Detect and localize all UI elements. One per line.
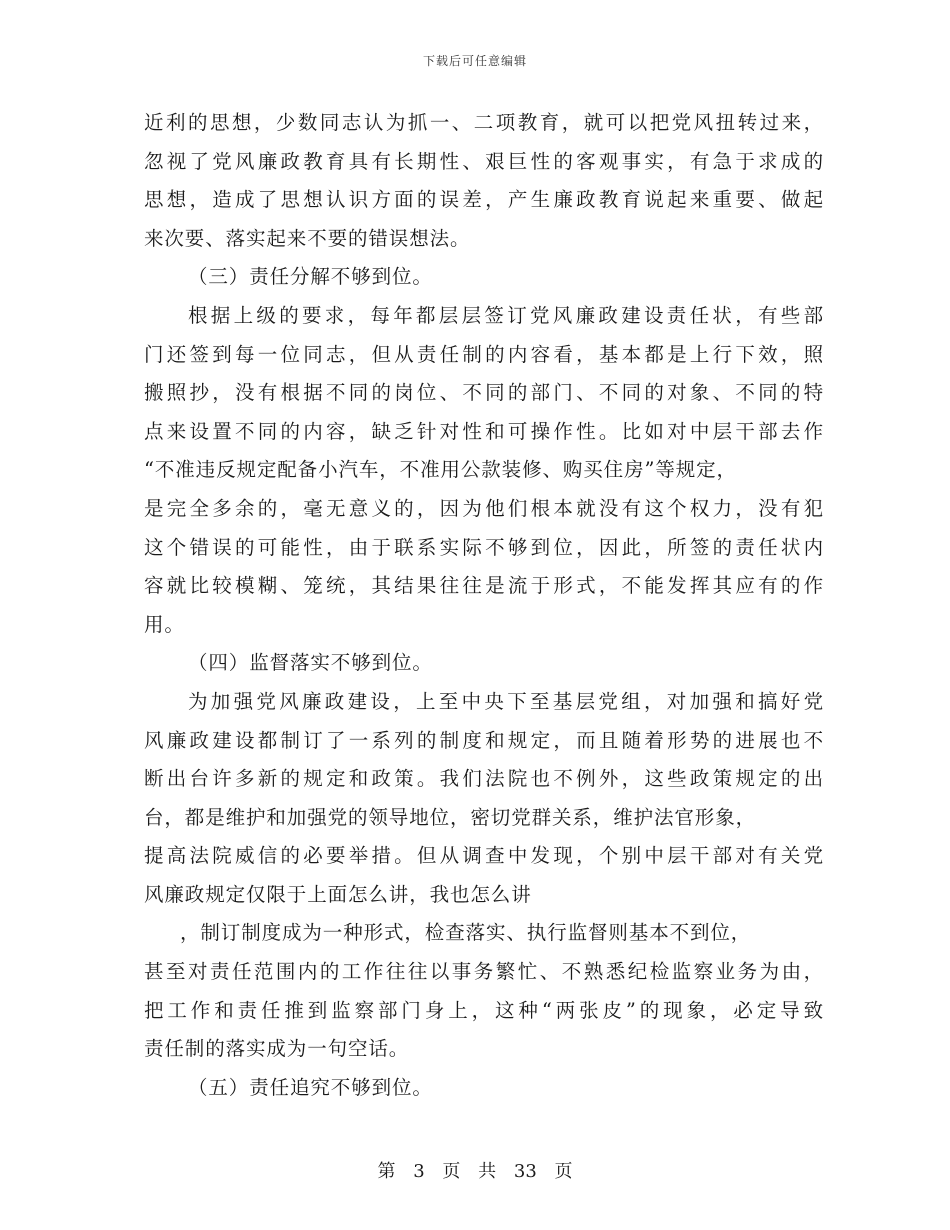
text-line: “不准违反规定配备小汽车，不准用公款装修、购买住房”等规定， [144, 458, 737, 482]
text-line: 提高法院威信的必要举措。但从调查中发现，个别中层干部对有关党 [144, 844, 824, 868]
text-line: 风廉政建设都制订了一系列的制度和规定，而且随着形势的进展也不 [144, 728, 824, 752]
text-line: 思想，造成了思想认识方面的误差，产生廉政教育说起来重要、做起 [144, 188, 824, 212]
text-line: ，制订制度成为一种形式，检查落实、执行监督则基本不到位， [180, 921, 752, 945]
document-body [144, 104, 824, 1107]
text-line: 容就比较模糊、笼统，其结果往往是流于形式，不能发挥其应有的作 [144, 574, 824, 598]
page-header: 下载后可任意编辑 [422, 54, 527, 68]
text-line: 是完全多余的，毫无意义的，因为他们根本就没有这个权力，没有犯 [144, 496, 824, 520]
page-footer [0, 1157, 950, 1183]
footer-prefix: 第 [377, 1161, 396, 1182]
text-line: 把工作和责任推到监察部门身上，这种“两张皮”的现象，必定导致 [144, 998, 824, 1022]
text-line: 为加强党风廉政建设，上至中央下至基层党组，对加强和搞好党 [188, 689, 824, 713]
footer-suffix: 页 [554, 1161, 573, 1182]
footer-total-word: 共 [478, 1161, 497, 1182]
text-line: （四）监督落实不够到位。 [188, 651, 433, 675]
text-line: 来次要、落实起来不要的错误想法。 [144, 226, 471, 250]
text-line: （五）责任追究不够到位。 [188, 1075, 433, 1099]
text-line: 门还签到每一位同志，但从责任制的内容看，基本都是上行下效，照 [144, 342, 824, 366]
footer-current-page: 3 [413, 1161, 425, 1182]
footer-page-word: 页 [442, 1161, 461, 1182]
text-line: 责任制的落实成为一句空话。 [144, 1037, 410, 1061]
text-line: 用。 [144, 612, 185, 636]
text-line: （三）责任分解不够到位。 [188, 265, 433, 289]
text-line: 点来设置不同的内容，缺乏针对性和可操作性。比如对中层干部去作 [144, 419, 824, 443]
text-line: 近利的思想，少数同志认为抓一、二项教育，就可以把党风扭转过来， [144, 111, 824, 134]
footer-total-pages: 33 [513, 1161, 537, 1182]
text-line: 甚至对责任范围内的工作往往以事务繁忙、不熟悉纪检监察业务为由， [144, 960, 824, 984]
text-line: 忽视了党风廉政教育具有长期性、艰巨性的客观事实，有急于求成的 [144, 149, 824, 173]
text-line: 风廉政规定仅限于上面怎么讲，我也怎么讲 [144, 882, 532, 906]
text-line: 这个错误的可能性，由于联系实际不够到位，因此，所签的责任状内 [144, 535, 824, 559]
text-line: 台，都是维护和加强党的领导地位，密切党群关系，维护法官形象， [144, 805, 757, 829]
text-line: 根据上级的要求，每年都层层签订党风廉政建设责任状，有些部 [188, 303, 824, 327]
text-line: 搬照抄，没有根据不同的岗位、不同的部门、不同的对象、不同的特 [144, 381, 824, 405]
text-line: 断出台许多新的规定和政策。我们法院也不例外，这些政策规定的出 [144, 767, 824, 791]
